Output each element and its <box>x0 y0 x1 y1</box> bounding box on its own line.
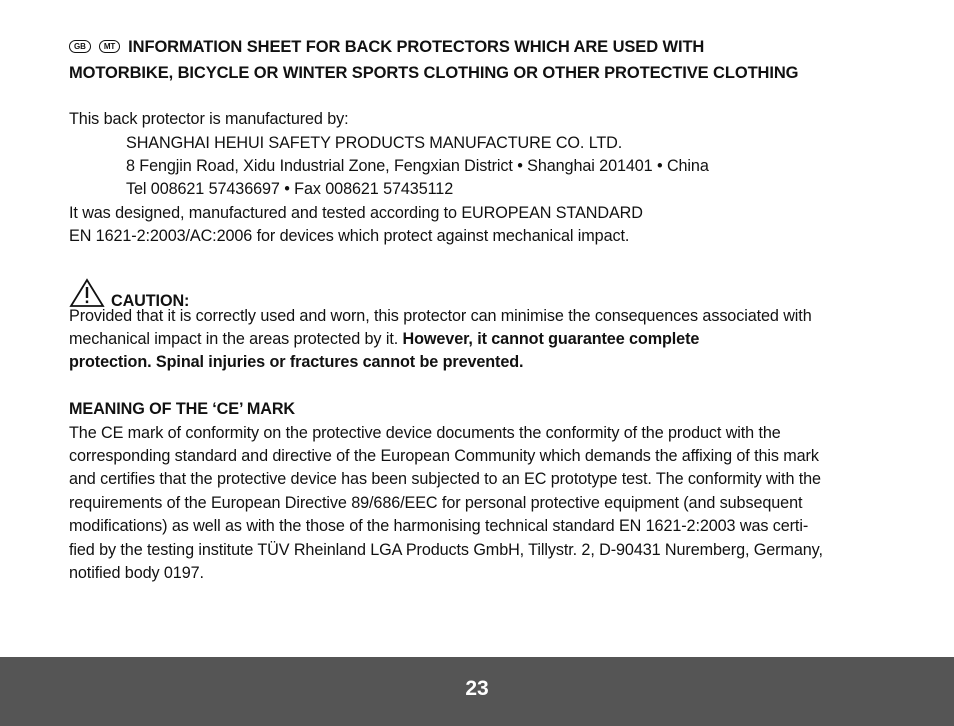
page-footer <box>0 657 954 726</box>
ce-mark-line: requirements of the European Directive 89/686/EEC for personal protective equipment (and subsequent <box>69 494 803 512</box>
ce-mark-line: notified body 0197. <box>69 564 204 582</box>
manufacturer-address: 8 Fengjin Road, Xidu Industrial Zone, Fengxian District • Shanghai 201401 • China <box>126 157 709 175</box>
standard-line-2: EN 1621-2:2003/AC:2006 for devices which protect against mechanical impact. <box>69 227 630 245</box>
ce-mark-title: MEANING OF THE ‘CE’ MARK <box>69 400 296 418</box>
caution-line-2-bold: However, it cannot guarantee complete <box>402 330 700 348</box>
manufacturer-intro: This back protector is manufactured by: <box>69 110 349 128</box>
header-title-text-1: INFORMATION SHEET FOR BACK PROTECTORS WHICH ARE USED WITH <box>128 38 705 56</box>
ce-mark-line: corresponding standard and directive of the European Community which demands the affixing of this mark <box>69 447 819 465</box>
page-number: 23 <box>465 677 489 700</box>
caution-title: CAUTION: <box>111 292 190 310</box>
ce-mark-line: and certifies that the protective device has been subjected to an EC prototype test. The conformity with the <box>69 470 821 488</box>
caution-line-2 <box>69 328 699 351</box>
ce-mark-line: The CE mark of conformity on the protective device documents the conformity of the product with the <box>69 424 781 442</box>
caution-line-3: protection. Spinal injuries or fractures cannot be prevented. <box>69 353 524 371</box>
manufacturer-contact: Tel 008621 57436697 • Fax 008621 57435112 <box>126 180 454 198</box>
manufacturer-name: SHANGHAI HEHUI SAFETY PRODUCTS MANUFACTURE CO. LTD. <box>126 134 623 152</box>
badge-mt: MT <box>99 40 120 53</box>
standard-line-1: It was designed, manufactured and tested according to EUROPEAN STANDARD <box>69 204 643 222</box>
caution-line-2-normal: mechanical impact in the areas protected by it. <box>69 330 403 348</box>
caution-line-1: Provided that it is correctly used and worn, this protector can minimise the consequences associated with <box>69 307 812 325</box>
ce-mark-line: fied by the testing institute TÜV Rheinland LGA Products GmbH, Tillystr. 2, D-90431 Nuremberg, Germany, <box>69 541 823 559</box>
badge-gb: GB <box>69 40 91 53</box>
ce-mark-line: modifications) as well as with the those of the harmonising technical standard EN 1621-2:2003 was certi- <box>69 517 809 535</box>
header-title-line-1 <box>69 34 704 60</box>
header-title-line-2: MOTORBIKE, BICYCLE OR WINTER SPORTS CLOTHING OR OTHER PROTECTIVE CLOTHING <box>69 64 799 82</box>
